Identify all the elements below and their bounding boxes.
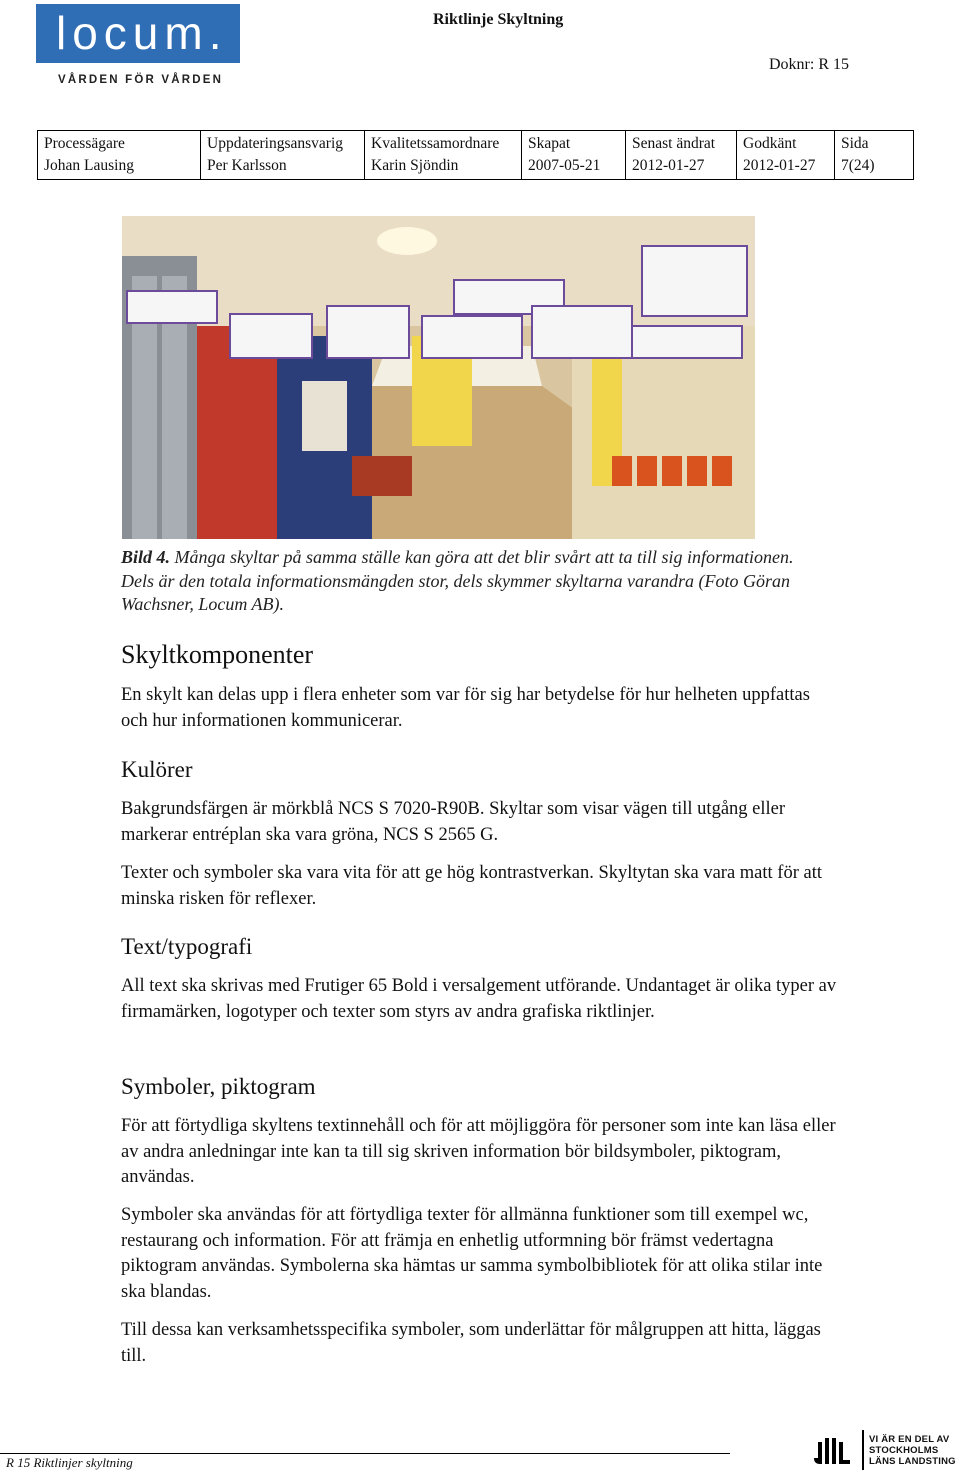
locum-logo: [36, 4, 240, 92]
sign: [422, 316, 522, 358]
chair: [637, 456, 657, 486]
paragraph: Till dessa kan verksamhetsspecifika symboler, som underlättar för målgruppen att hitta, läggas till.: [121, 1320, 821, 1366]
chair: [712, 456, 732, 486]
footer-document-name: R 15 Riktlinjer skyltning: [6, 1455, 133, 1470]
document-metadata-table: [37, 130, 914, 180]
sign: [532, 306, 632, 358]
sll-divider: [862, 1430, 864, 1470]
paragraph: Symboler ska användas för att förtydliga texter för allmänna funktioner som till exempel wc, restaurang och information. För att främja en enhetlig utformning bör främst vedertagna piktogram användas. Symbolerna ska hämtas ur samma symbolbibliotek för att olika stilar inte ska blandas.: [121, 1205, 823, 1302]
paragraph: En skylt kan delas upp i flera enheter som var för sig har betydelse för hur helheten uppfattas och hur informationen kommunicerar.: [121, 685, 810, 731]
caption-label: Bild 4.: [121, 547, 171, 567]
metadata-cell: Skapat 2007-05-21: [522, 131, 626, 180]
sofa: [352, 456, 412, 496]
caption-text: Många skyltar på samma ställe kan göra att det blir svårt att ta till sig informationen. Dels är den totala informationsmängden stor, dels skymmer skyltarna varandra (Foto Göran Wachsner, Locum AB).: [121, 547, 794, 614]
chair: [612, 456, 632, 486]
paragraph: All text ska skrivas med Frutiger 65 Bold i versalgement utförande. Undantaget är olika typer av firmamärken, logotyper och texter som styrs av andra grafiska riktlinjer.: [121, 976, 837, 1022]
sll-mark-icon: [812, 1436, 852, 1466]
heading-skyltkomponenter: Skyltkomponenter: [121, 640, 314, 669]
sll-text: VI ÄR EN DEL AV STOCKHOLMS LÄNS LANDSTING: [869, 1434, 956, 1467]
logo-word: locum.: [56, 7, 228, 59]
photo-caption: [121, 546, 821, 617]
metadata-cell: Processägare Johan Lausing: [38, 131, 201, 180]
ceiling-lamp: [377, 227, 437, 255]
corridor-illustration: [122, 216, 755, 539]
chair: [687, 456, 707, 486]
heading-text-typografi: Text/typografi: [121, 934, 253, 959]
sign: [632, 326, 742, 358]
sign: [127, 291, 217, 323]
paragraph: Texter och symboler ska vara vita för att ge hög kontrastverkan. Skyltytan ska vara matt för att minska risken för reflexer.: [121, 863, 822, 909]
sll-logo: [812, 1428, 960, 1472]
heading-kulorer: Kulörer: [121, 757, 193, 782]
metadata-cell: Godkänt 2012-01-27: [737, 131, 835, 180]
metadata-cell: Kvalitetssamordnare Karin Sjöndin: [365, 131, 522, 180]
heading-symboler-piktogram: Symboler, piktogram: [121, 1074, 316, 1099]
document-number: Doknr: R 15: [769, 56, 849, 73]
paragraph: Bakgrundsfärgen är mörkblå NCS S 7020-R90B. Skyltar som visar vägen till utgång eller markerar entréplan ska vara gröna, NCS S 2565 G.: [121, 799, 786, 845]
paragraph: För att förtydliga skyltens textinnehåll och för att möjliggöra för personer som inte kan läsa eller av andra anledningar inte kan ta till sig skriven information bör bildsymboler, piktogram, användas.: [121, 1116, 836, 1187]
metadata-cell: Uppdateringsansvarig Per Karlsson: [201, 131, 365, 180]
metadata-header-row: [38, 131, 914, 180]
chair: [662, 456, 682, 486]
sign: [642, 246, 747, 316]
document-title: Riktlinje Skyltning: [433, 11, 564, 28]
logo-box: [36, 4, 240, 63]
footer-divider: [0, 1453, 730, 1454]
sign: [327, 306, 409, 358]
sign: [230, 314, 312, 358]
logo-tagline: VÅRDEN FÖR VÅRDEN: [58, 74, 224, 86]
metadata-cell: Senast ändrat 2012-01-27: [626, 131, 737, 180]
metadata-cell: Sida 7(24): [835, 131, 914, 180]
corridor-photo: [122, 216, 755, 539]
